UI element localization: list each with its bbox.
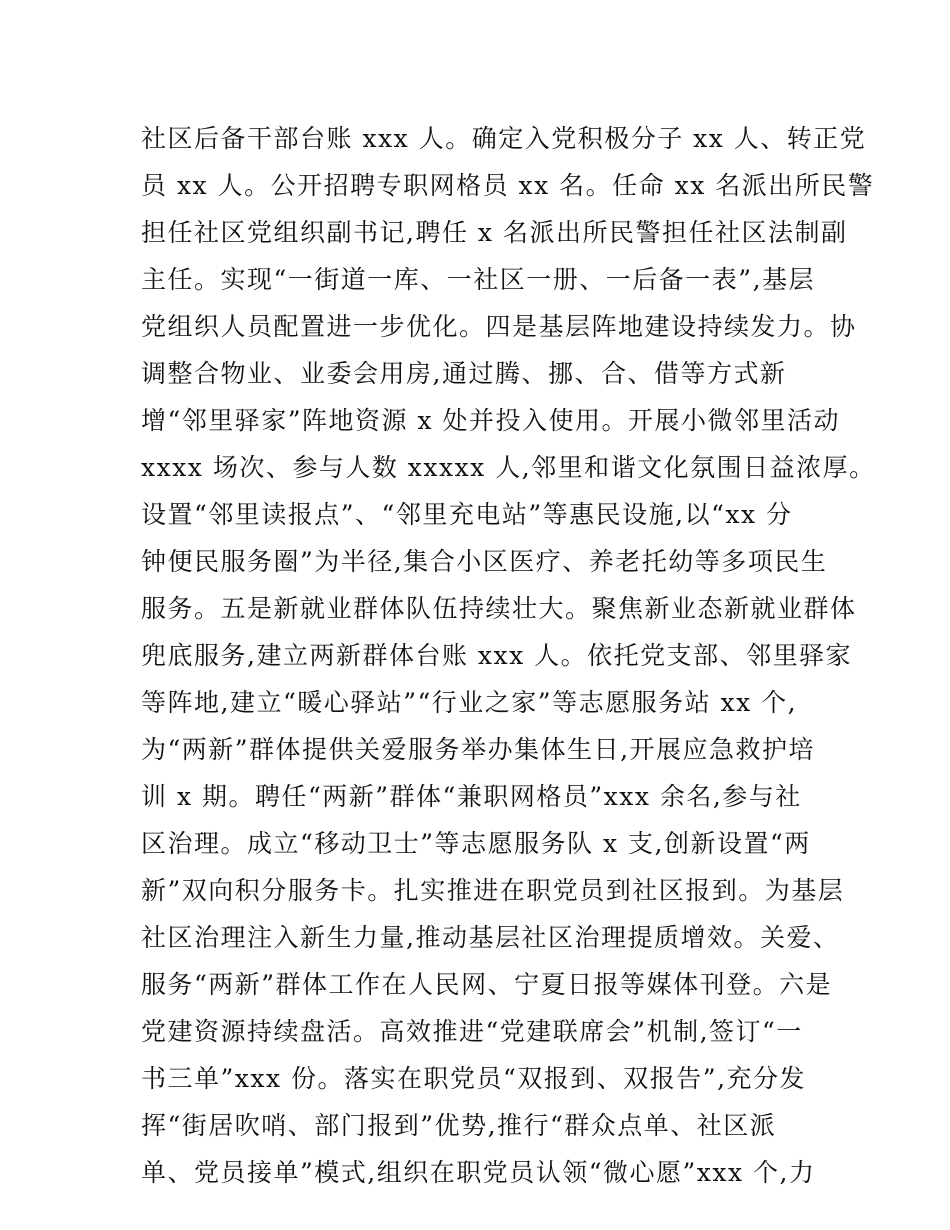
text-line: 为“两新”群体提供关爱服务举办集体生日,开展应急救护培 xyxy=(141,735,816,764)
text-line: 区治理。成立“移动卫士”等志愿服务队 x 支,创新设置“两 xyxy=(141,829,811,858)
text-line: xxxx 场次、参与人数 xxxxx 人,邻里和谐文化氛围日益浓厚。 xyxy=(141,453,876,482)
text-line: 担任社区党组织副书记,聘任 x 名派出所民警担任社区法制副 xyxy=(141,218,848,247)
text-line: 社区后备干部台账 xxx 人。确定入党积极分子 xx 人、转正党 xyxy=(141,124,867,153)
text-line: 员 xx 人。公开招聘专职网格员 xx 名。任命 xx 名派出所民警 xyxy=(141,171,875,200)
text-line: 等阵地,建立“暖心驿站”“行业之家”等志愿服务站 xx 个, xyxy=(141,688,798,717)
text-line: 服务。五是新就业群体队伍持续壮大。聚焦新业态新就业群体 xyxy=(141,594,857,623)
body-text xyxy=(141,115,876,1196)
text-line: 书三单”xxx 份。落实在职党员“双报到、双报告”,充分发 xyxy=(141,1064,807,1093)
text-line: 增“邻里驿家”阵地资源 x 处并投入使用。开展小微邻里活动 xyxy=(141,406,841,435)
text-line: 训 x 期。聘任“两新”群体“兼职网格员”xxx 余名,参与社 xyxy=(141,782,802,811)
text-line: 主任。实现“一街道一库、一社区一册、一后备一表”,基层 xyxy=(141,265,816,294)
text-line: 调整合物业、业委会用房,通过腾、挪、合、借等方式新 xyxy=(141,359,787,388)
text-line: 兜底服务,建立两新群体台账 xxx 人。依托党支部、邻里驿家 xyxy=(141,641,853,670)
text-line: 钟便民服务圈”为半径,集合小区医疗、养老托幼等多项民生 xyxy=(141,547,828,576)
text-line: 单、党员接单”模式,组织在职党员认领“微心愿”xxx 个,力 xyxy=(141,1158,816,1187)
text-line: 社区治理注入新生力量,推动基层社区治理提质增效。关爱、 xyxy=(141,923,840,952)
text-line: 服务“两新”群体工作在人民网、宁夏日报等媒体刊登。六是 xyxy=(141,970,833,999)
text-line: 挥“街居吹哨、部门报到”优势,推行“群众点单、社区派 xyxy=(141,1111,777,1140)
text-line: 设置“邻里读报点”、“邻里充电站”等惠民设施,以“xx 分 xyxy=(141,500,793,529)
text-line: 新”双向积分服务卡。扎实推进在职党员到社区报到。为基层 xyxy=(141,876,845,905)
text-line: 党组织人员配置进一步优化。四是基层阵地建设持续发力。协 xyxy=(141,312,857,341)
text-line: 党建资源持续盘活。高效推进“党建联席会”机制,签订“一 xyxy=(141,1017,803,1046)
